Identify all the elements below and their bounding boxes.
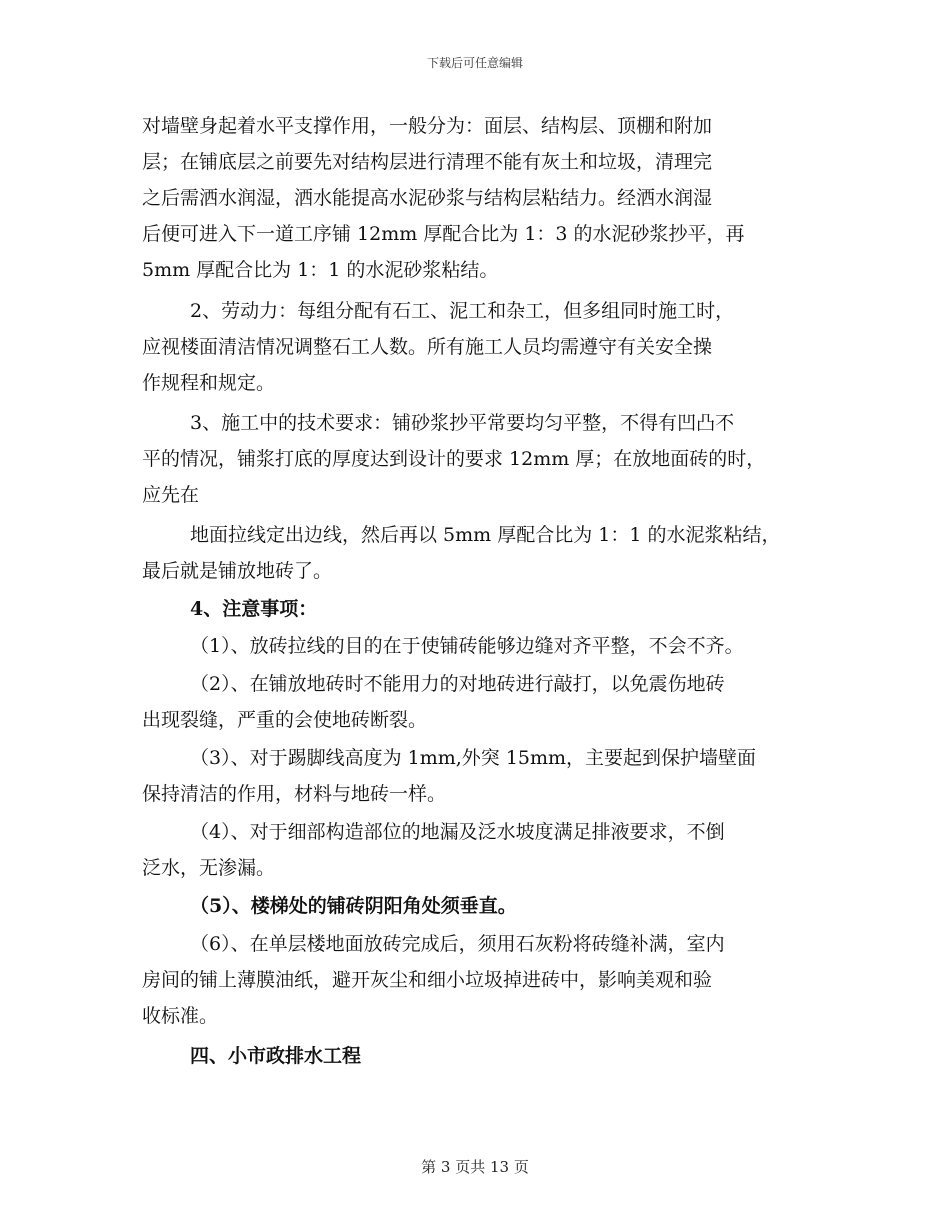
paragraph-line: （4）、对于细部构造部位的地漏及泛水坡度满足排液要求，不倒: [190, 821, 725, 843]
paragraph-line: 应先在: [142, 484, 200, 506]
page-header: 下载后可任意编辑: [426, 56, 523, 70]
paragraph-line: 应视楼面清洁情况调整石工人数。所有施工人员均需遵守有关安全操: [142, 336, 713, 358]
paragraph-line: 2、劳动力：每组分配有石工、泥工和杂工，但多组同时施工时，: [190, 300, 735, 322]
paragraph-line: 地面拉线定出边线，然后再以 5mm 厚配合比为 1：1 的水泥浆粘结，: [190, 524, 781, 546]
page-footer: 第 3 页共 13 页: [421, 1158, 529, 1176]
paragraph-line: 最后就是铺放地砖了。: [142, 560, 333, 582]
paragraph-line: 出现裂缝，严重的会使地砖断裂。: [142, 709, 428, 731]
paragraph-line: 房间的铺上薄膜油纸，避开灰尘和细小垃圾掉进砖中，影响美观和验: [142, 969, 713, 991]
paragraph-line: 对墙壁身起着水平支撑作用，一般分为：面层、结构层、顶棚和附加: [142, 115, 713, 137]
section-heading: 4、注意事项：: [190, 598, 318, 620]
paragraph-line: 5mm 厚配合比为 1：1 的水泥砂浆粘结。: [142, 259, 499, 281]
paragraph-line: （6）、在单层楼地面放砖完成后，须用石灰粉将砖缝补满，室内: [190, 933, 725, 955]
paragraph-line: 后便可进入下一道工序铺 12mm 厚配合比为 1：3 的水泥砂浆抄平，再: [142, 223, 745, 245]
paragraph-line: 保持清洁的作用，材料与地砖一样。: [142, 783, 447, 805]
paragraph-line: 之后需洒水润湿，洒水能提高水泥砂浆与结构层粘结力。经洒水润湿: [142, 187, 713, 209]
paragraph-line: 3、施工中的技术要求：铺砂浆抄平常要均匀平整，不得有凹凸不: [190, 412, 735, 434]
paragraph-line: 平的情况，铺浆打底的厚度达到设计的要求 12mm 厚；在放地面砖的时，: [142, 448, 766, 470]
paragraph-line: （2）、在铺放地砖时不能用力的对地砖进行敲打，以免震伤地砖: [190, 673, 725, 695]
paragraph-line: （3）、对于踢脚线高度为 1mm,外突 15mm，主要起到保护墙壁面: [190, 747, 757, 769]
paragraph-line: 收标准。: [142, 1005, 219, 1027]
bold-item: （5）、楼梯处的铺砖阴阳角处须垂直。: [190, 895, 517, 917]
paragraph-line: 层；在铺底层之前要先对结构层进行清理不能有灰土和垃圾，清理完: [142, 151, 713, 173]
section-heading: 四、小市政排水工程: [190, 1045, 362, 1067]
paragraph-line: 泛水，无渗漏。: [142, 857, 276, 879]
paragraph-line: 作规程和规定。: [142, 372, 276, 394]
paragraph-line: （1）、放砖拉线的目的在于使铺砖能够边缝对齐平整，不会不齐。: [190, 635, 744, 657]
